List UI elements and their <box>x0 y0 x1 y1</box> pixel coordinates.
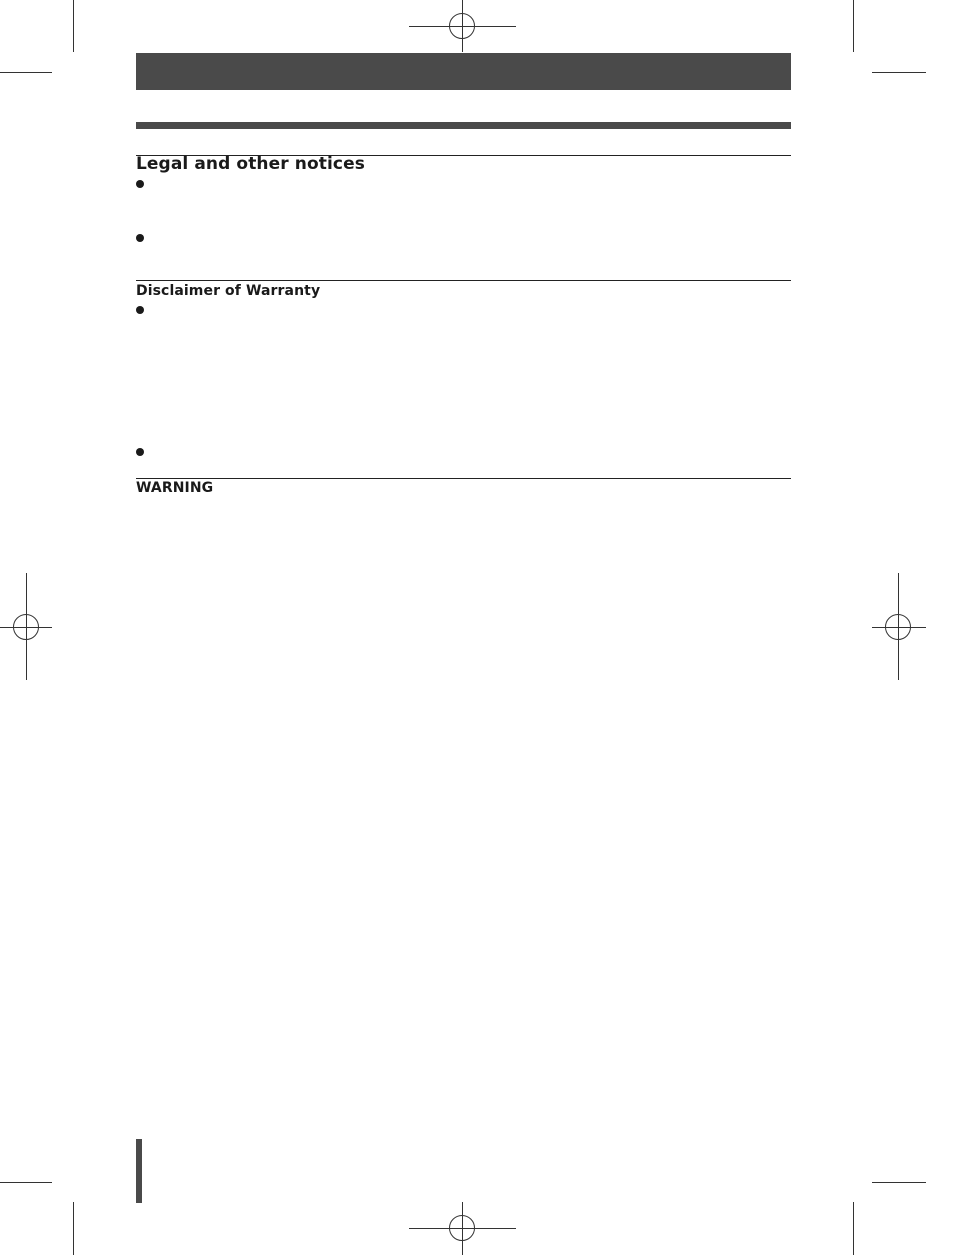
bullet-dot-icon <box>136 234 144 242</box>
disclaimer-heading: Disclaimer of Warranty <box>136 283 321 299</box>
crop-mark <box>853 0 854 52</box>
bullet-dot-icon <box>136 180 144 188</box>
registration-mark-icon <box>449 13 475 39</box>
registration-mark-icon <box>885 614 911 640</box>
crop-mark <box>853 1202 854 1255</box>
crop-mark <box>872 72 926 73</box>
warning-heading: WARNING <box>136 480 214 496</box>
side-tab-bar <box>136 1139 142 1203</box>
legal-notices-heading: Legal and other notices <box>136 154 365 174</box>
bullet-dot-icon <box>136 448 144 456</box>
header-band <box>136 53 791 90</box>
crop-mark <box>0 1182 52 1183</box>
bullet-dot-icon <box>136 306 144 314</box>
crop-mark <box>73 0 74 52</box>
registration-mark-icon <box>13 614 39 640</box>
crop-mark <box>0 72 52 73</box>
header-rule <box>136 122 791 129</box>
crop-mark <box>73 1202 74 1255</box>
section-divider-disclaimer <box>136 280 791 281</box>
section-divider-warning <box>136 478 791 479</box>
registration-mark-icon <box>449 1215 475 1241</box>
crop-mark <box>872 1182 926 1183</box>
